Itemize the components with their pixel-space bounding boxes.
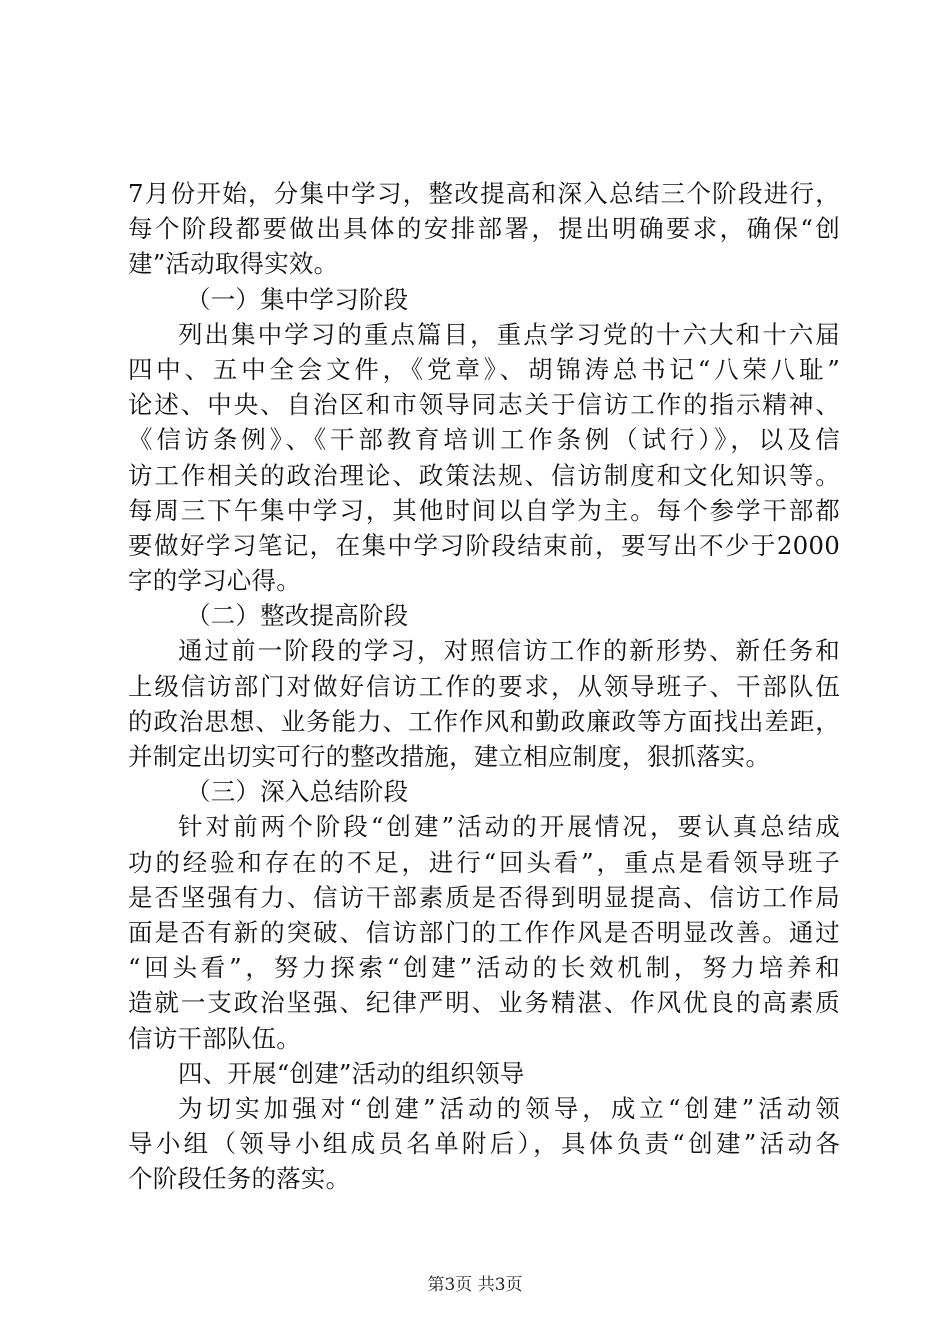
text-line: 为切实加强对“创建”活动的领导，成立“创建”活动领: [178, 1093, 840, 1123]
text-line: （一）集中学习阶段: [186, 284, 409, 314]
text-line: 上级信访部门对做好信访工作的要求，从领导班子、干部队伍: [128, 671, 840, 701]
text-line: 功的经验和存在的不足，进行“回头看”，重点是看领导班子: [128, 847, 840, 877]
text-line: （二）整改提高阶段: [186, 601, 409, 631]
page-footer: 第3页 共3页: [427, 1275, 523, 1295]
text-line: 是否坚强有力、信访干部素质是否得到明显提高、信访工作局: [128, 882, 840, 912]
text-line: 面是否有新的突破、信访部门的工作作风是否明显改善。通过: [128, 917, 840, 947]
text-line: 建”活动取得实效。: [128, 249, 339, 279]
text-line: 针对前两个阶段“创建”活动的开展情况，要认真总结成: [178, 812, 840, 842]
text-line: 访工作相关的政治理论、政策法规、信访制度和文化知识等。: [128, 460, 840, 490]
text-line: 信访干部队伍。: [128, 1023, 301, 1053]
text-line: 7月份开始，分集中学习，整改提高和深入总结三个阶段进行，: [128, 179, 840, 208]
text-line: 列出集中学习的重点篇目，重点学习党的十六大和十六届: [178, 319, 840, 349]
text-line: （三）深入总结阶段: [186, 777, 409, 807]
text-line: 四、开展“创建”活动的组织领导: [178, 1058, 525, 1088]
text-line: 四中、五中全会文件，《党章》、胡锦涛总书记“八荣八耻”: [128, 354, 840, 384]
text-line: 论述、中央、自治区和市领导同志关于信访工作的指示精神、: [128, 390, 840, 420]
text-line: 的政治思想、业务能力、工作作风和勤政廉政等方面找出差距，: [128, 706, 840, 736]
text-line: 个阶段任务的落实。: [128, 1164, 351, 1194]
text-line: 每周三下午集中学习，其他时间以自学为主。每个参学干部都: [128, 495, 840, 525]
text-line: 字的学习心得。: [128, 566, 301, 596]
text-line: 每个阶段都要做出具体的安排部署，提出明确要求，确保“创: [128, 214, 840, 244]
text-line: 《信访条例》、《干部教育培训工作条例（试行）》，以及信: [128, 425, 840, 455]
text-line: 通过前一阶段的学习，对照信访工作的新形势、新任务和: [178, 636, 840, 666]
text-line: 并制定出切实可行的整改措施，建立相应制度，狠抓落实。: [128, 742, 771, 771]
document-body: [128, 176, 840, 1196]
text-line: 导小组（领导小组成员名单附后），具体负责“创建”活动各: [128, 1129, 840, 1159]
text-line: “回头看”，努力探索“创建”活动的长效机制，努力培养和: [128, 953, 840, 983]
text-line: 造就一支政治坚强、纪律严明、业务精湛、作风优良的高素质: [128, 988, 840, 1018]
text-line: 要做好学习笔记，在集中学习阶段结束前，要写出不少于2000: [128, 530, 840, 560]
